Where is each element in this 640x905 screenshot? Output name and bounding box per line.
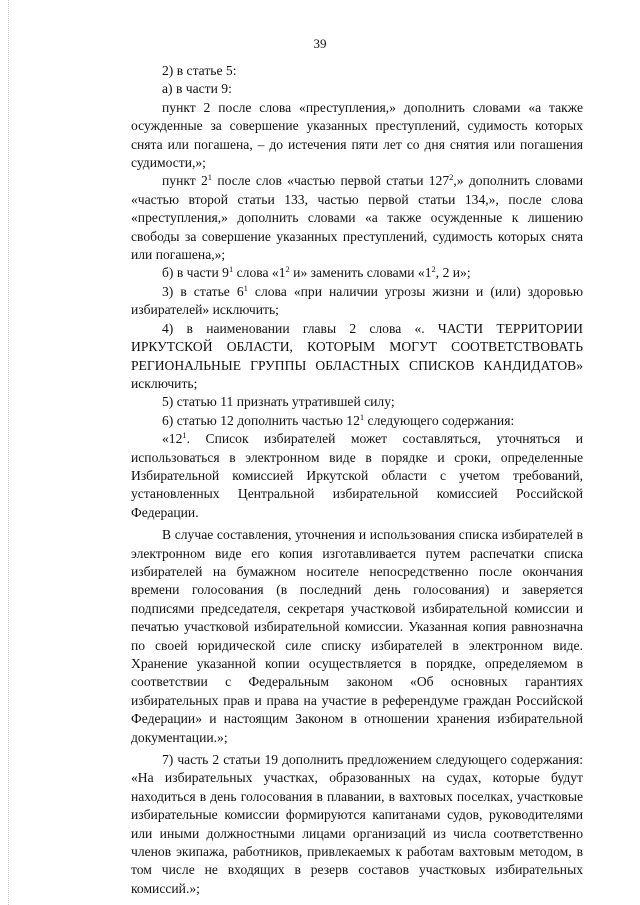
page-number: 39 <box>313 36 327 51</box>
paragraph-article-12: 6) статью 12 дополнить частью $12^1$ следующего содержания: <box>162 411 515 428</box>
paragraph-article-5: 2) в статье 5: <box>162 63 237 78</box>
paragraph-chapter-2-title: 4) в наименовании главы 2 слова «. ЧАСТИ ТЕРРИТОРИИ ИРКУТСКОЙ ОБЛАСТИ, КОТОРЫМ МОГУТ СООТВЕТСТВОВАТЬ РЕГИОНАЛЬНЫЕ ГРУППЫ ОБЛАСТНЫХ СПИСКОВ КАНДИДАТОВ» исключить; <box>131 320 583 391</box>
scan-edge <box>0 0 9 905</box>
paragraph-article-6-1: 3) в статье $6^1$ слова «при наличии угрозы жизни и (или) здоровью избирателей» исключить; <box>131 282 583 318</box>
document-body <box>131 62 583 898</box>
paragraph-item-2-1: пункт $2^1$ после слов «частью первой статьи $127^2$,» дополнить словами «частью второй статьи 133, частью первой статьи 134,», после слова «преступления,» дополнить словами «а также осужденные к лишению свободы за совершение указанных преступлений, судимость которых снята или погашена,»; <box>131 172 583 263</box>
paragraph-part-9-1: б) в части $9^1$ слова «$1^2$ и» заменить словами «$1^2$, 2 и»; <box>162 264 471 281</box>
paragraph-part-9: а) в части 9: <box>162 81 232 97</box>
paragraph-article-19: 7) часть 2 статьи 19 дополнить предложением следующего содержания: «На избирательных участках, образованных на судах, которые будут находиться в день голосования в плавании, в вахтовых поселках, участковые избирательные комиссии формируются капитанами судов, руководителями или иными должностными лицами организаций из числа соответственно членов экипажа, работников, привлекаемых к работам вахтовым методом, в том числе не входящих в резерв составов участковых избирательных комиссий.»; <box>131 752 583 896</box>
paragraph-item-2: пункт 2 после слова «преступления,» дополнить словами «а также осужденные за совершение указанных преступлений, судимость которых снята или погашена, – до истечения пяти лет со дня снятия или погашения судимости,»; <box>131 99 583 171</box>
paragraph-article-11: 5) статью 11 признать утратившей силу; <box>162 394 395 410</box>
paragraph-part-12-1: «$12^1$. Список избирателей может составляться, уточняться и использоваться в электронном виде в порядке и сроки, определенные Избирательной комиссией Иркутской области с учетом требований, установленных Центральной избирательной комиссией Российской Федерации. <box>131 430 583 520</box>
paragraph-electronic-list-copy: В случае составления, уточнения и использования списка избирателей в электронном виде его копия изготавливается путем распечатки списка избирателей на бумажном носителе непосредственно после окончания времени голосования (в последний день голосования) и заверяется подписями председателя, секретаря участковой избирательной комиссии и печатью участковой избирательной комиссии. Указанная копия равнозначна по своей юридической силе списку избирателей в электронном виде. Хранение указанной копии осуществляется в порядке, определяемом в соответствии с Федеральным законом «Об основных гарантиях избирательных прав и права на участие в референдуме граждан Российской Федерации» и настоящим Законом в отношении хранения избирательной документации.»; <box>131 527 583 745</box>
